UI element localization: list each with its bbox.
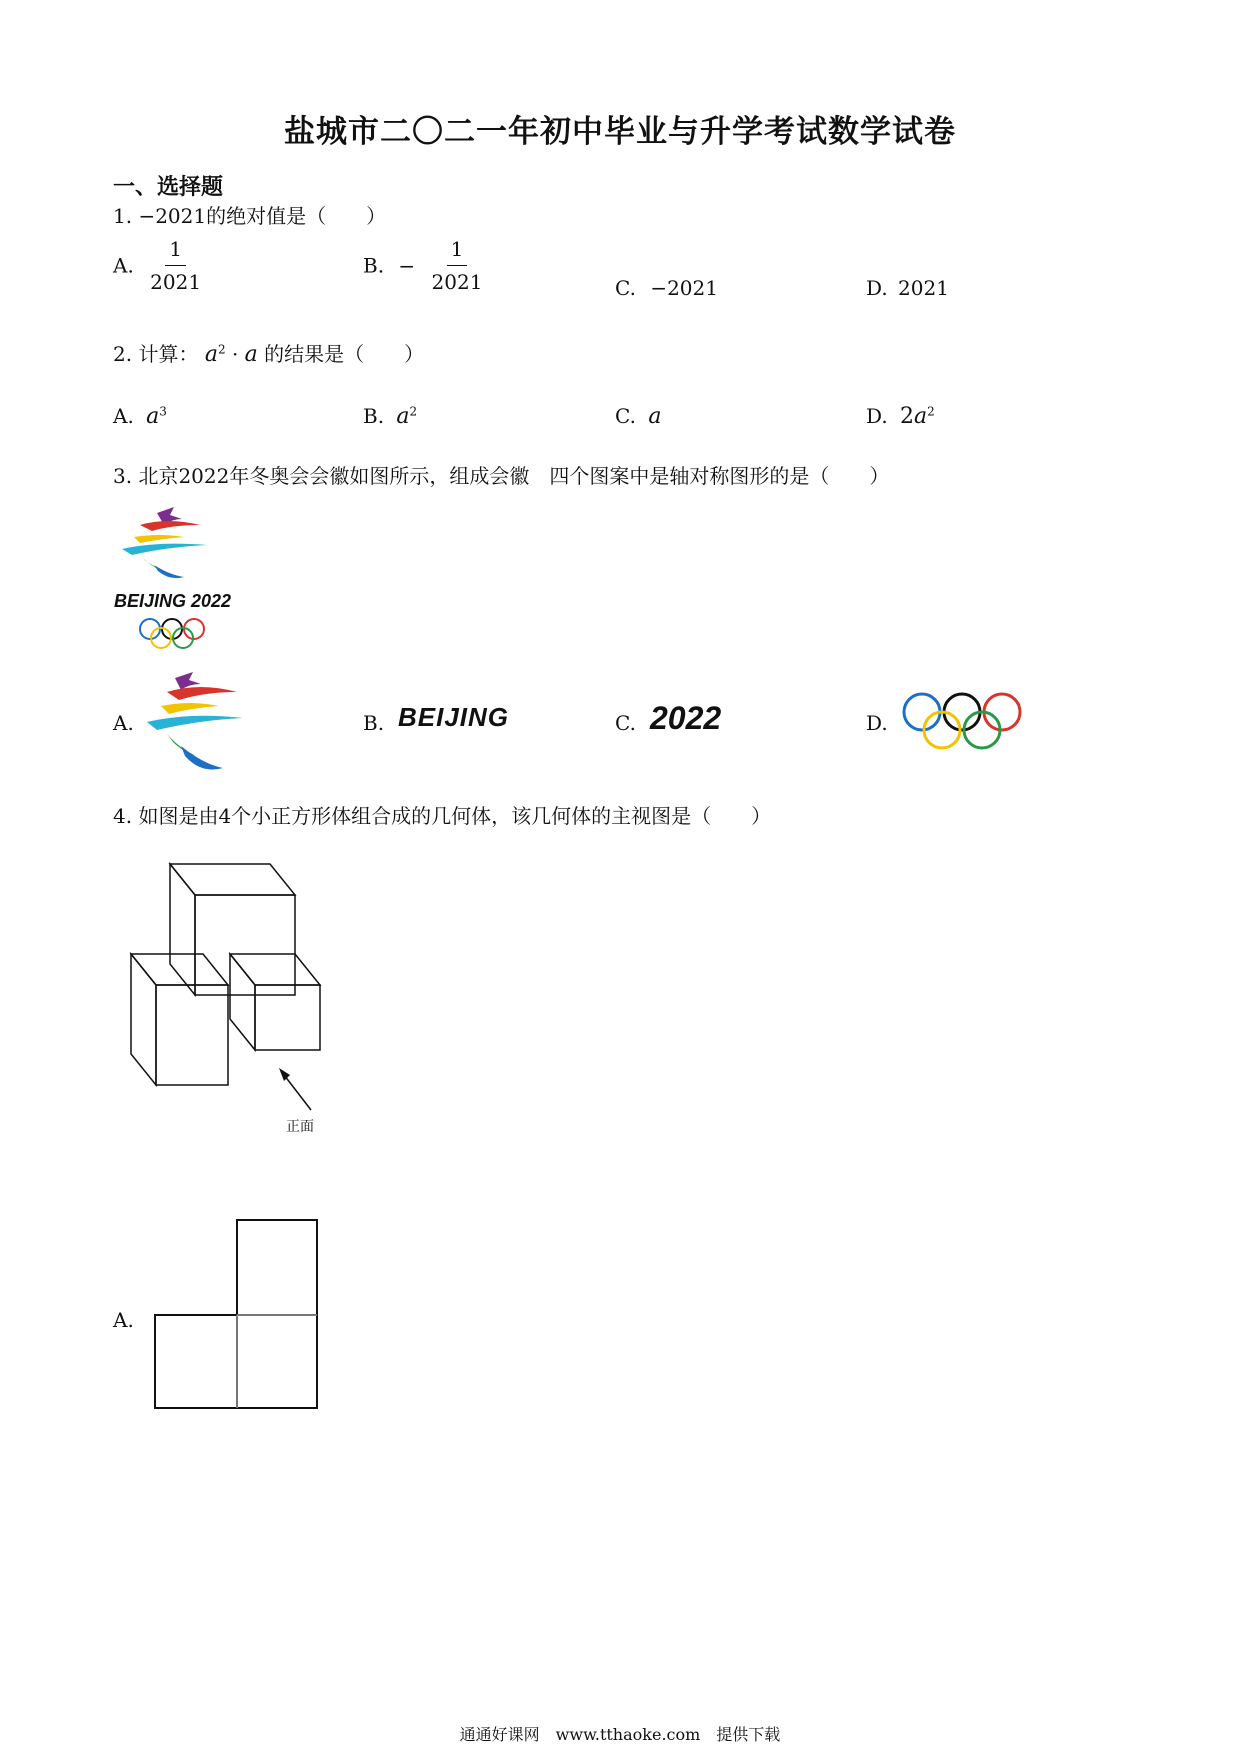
beijing-2022-emblem <box>112 505 242 655</box>
q2-a-exp: 3 <box>159 404 167 419</box>
q2-stem-exp1: 2 <box>217 342 226 357</box>
section-heading: 一、选择题 <box>113 174 224 200</box>
q1-option-d-text: 2021 <box>898 276 949 300</box>
q1-option-a[interactable] <box>113 236 205 295</box>
olympic-rings-small-icon <box>140 619 204 648</box>
front-view-top-square <box>237 1220 317 1315</box>
question-4-stem: 4. 如图是由4个小正方形体组合成的几何体，该几何体的主视图是（ ） <box>113 804 772 828</box>
q2-b-exp: 2 <box>409 404 418 419</box>
q1-option-a-fraction <box>146 236 205 295</box>
q2-d-exp: 2 <box>927 404 935 419</box>
q1-option-c-text: −2021 <box>650 276 718 300</box>
q1-option-b-label: B. <box>363 253 385 278</box>
q2-stem-base1: a <box>204 342 218 367</box>
q2-d-coef: 2 <box>900 404 915 429</box>
right-cube-side <box>230 954 255 1050</box>
question-2-stem <box>113 338 424 367</box>
q2-option-b-label: B. <box>363 404 385 428</box>
q2-option-c[interactable] <box>615 404 661 429</box>
q4-cube-figure <box>118 855 338 1145</box>
q1-a-denominator: 2021 <box>150 270 202 294</box>
front-view-right-square <box>237 1315 317 1408</box>
q4-option-a-label[interactable]: A. <box>113 1308 134 1332</box>
q1-option-d[interactable] <box>866 276 949 300</box>
question-3-stem: 3. 北京2022年冬奥会会徽如图所示，组成会徽 四个图案中是轴对称图形的是（ ） <box>113 464 890 488</box>
q1-a-numerator: 1 <box>165 236 186 266</box>
front-view-label: 正面 <box>286 1119 314 1135</box>
q2-stem-suffix: 的结果是（ ） <box>264 342 425 366</box>
top-cube-side <box>170 864 195 995</box>
q1-option-d-label: D. <box>866 276 888 300</box>
q4-option-a-front-view[interactable] <box>150 1215 325 1415</box>
q1-option-c[interactable] <box>615 276 718 300</box>
q1-option-b-fraction <box>428 236 487 295</box>
q1-option-a-label: A. <box>113 253 134 278</box>
question-1-stem: 1. −2021的绝对值是（ ） <box>113 204 387 228</box>
q2-option-a-label: A. <box>113 404 134 428</box>
q1-b-sign: − <box>398 253 416 278</box>
q2-option-d-label: D. <box>866 404 888 428</box>
q3-option-c-text[interactable]: 2022 <box>650 700 722 736</box>
q2-option-b[interactable] <box>363 404 417 429</box>
q3-option-d-olympic-rings-icon[interactable] <box>900 690 1025 755</box>
emblem-ribbon-icon <box>122 507 207 578</box>
top-cube-front <box>195 895 295 995</box>
q2-b-base: a <box>396 404 410 429</box>
left-cube-front <box>156 985 228 1085</box>
q2-stem-dot: · <box>231 342 239 366</box>
q3-option-a-ribbon-icon[interactable] <box>145 672 245 777</box>
right-cube-top <box>230 954 320 985</box>
q2-option-d[interactable] <box>866 404 935 429</box>
q2-option-c-label: C. <box>615 404 636 428</box>
q2-a-base: a <box>146 404 160 429</box>
q2-stem-prefix: 2. 计算： <box>113 342 199 366</box>
q2-d-base: a <box>914 404 928 429</box>
q3-option-a-label[interactable]: A. <box>113 711 134 735</box>
q3-option-c-label[interactable]: C. <box>615 711 636 735</box>
q1-option-b[interactable] <box>363 236 486 295</box>
q2-c-base: a <box>648 404 662 429</box>
page-footer: 通通好课网 www.tthaoke.com 提供下载 <box>459 1725 781 1744</box>
left-cube-top <box>131 954 228 985</box>
emblem-text: BEIJING 2022 <box>114 591 232 611</box>
arrow-head-icon <box>279 1068 290 1081</box>
q1-b-numerator: 1 <box>447 236 468 266</box>
q2-stem-base2: a <box>244 342 258 367</box>
q3-option-d-label[interactable]: D. <box>866 711 888 735</box>
q2-option-a[interactable] <box>113 404 167 429</box>
q1-b-denominator: 2021 <box>431 270 483 294</box>
front-view-left-square <box>155 1315 237 1408</box>
q3-option-b-label[interactable]: B. <box>363 711 385 735</box>
exam-title: 盐城市二〇二一年初中毕业与升学考试数学试卷 <box>284 114 956 150</box>
top-cube-top <box>170 864 295 895</box>
q3-option-b-text[interactable]: BEIJING <box>398 702 510 732</box>
left-cube-side <box>131 954 156 1085</box>
q1-option-c-label: C. <box>615 276 636 300</box>
